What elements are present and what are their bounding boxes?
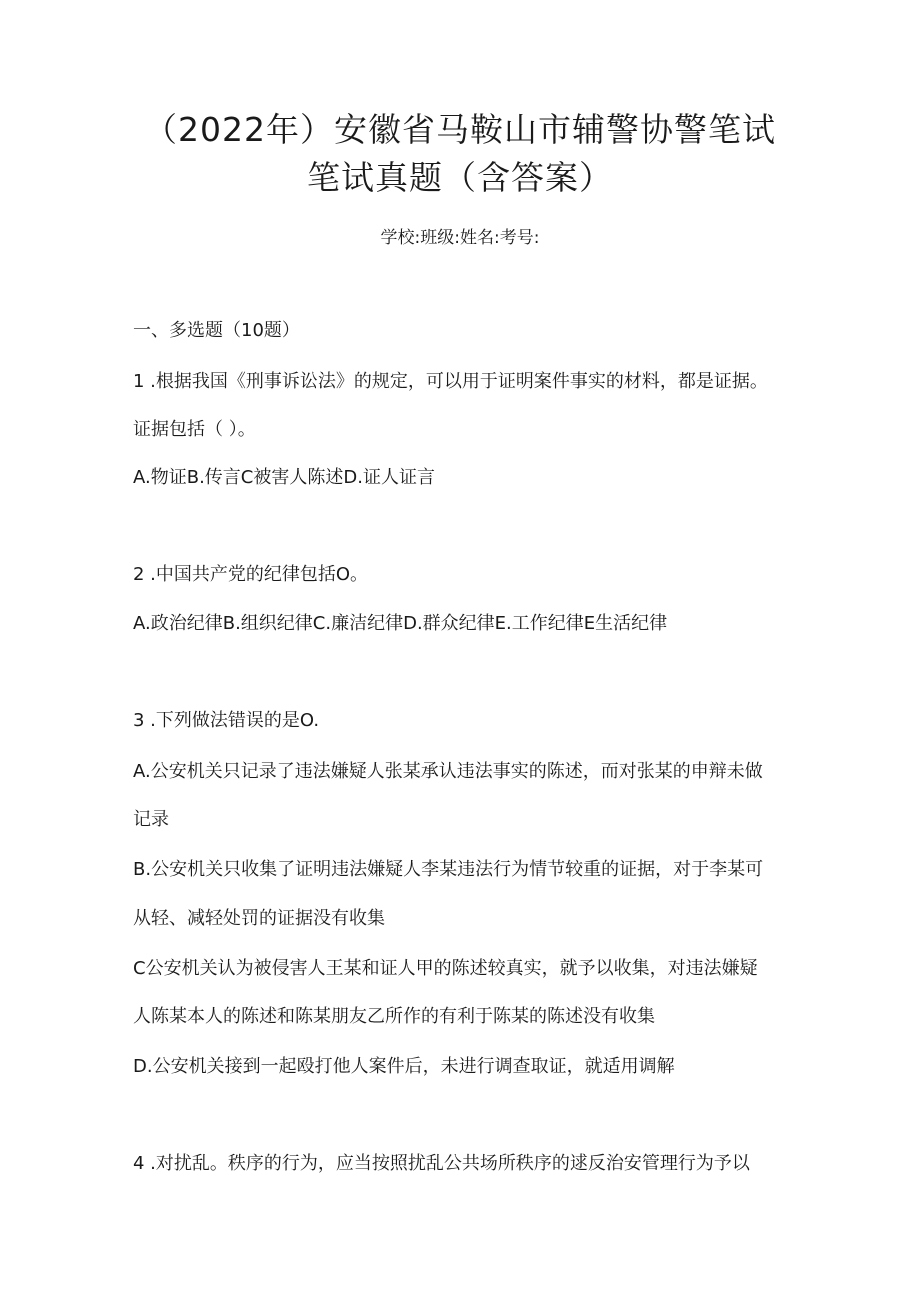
question-3-option-line-4: 从轻、减轻处罚的证据没有收集: [133, 908, 385, 929]
question-3-option-line-5: C公安机关认为被侵害人王某和证人甲的陈述较真实，就予以收集，对违法嫌疑: [133, 958, 758, 979]
document-title-line-1: （2022年）安徽省马鞍山市辅警协警笔试: [144, 110, 776, 149]
question-2-options: A.政治纪律B.组织纪律C.廉洁纪律D.群众纪律E.工作纪律E生活纪律: [133, 613, 668, 634]
question-1-options: A.物证B.传言C被害人陈述D.证人证言: [133, 467, 435, 488]
question-3-option-line-1: A.公安机关只记录了违法嫌疑人张某承认违法事实的陈述，而对张某的申辩未做: [133, 761, 763, 782]
question-3-text: 3 .下列做法错误的是O.: [133, 710, 320, 731]
section-heading: 一、多选题（10题）: [133, 320, 300, 341]
question-3-option-line-2: 记录: [133, 809, 169, 830]
question-1-text-line-2: 证据包括（ ）。: [133, 419, 256, 440]
question-3-option-line-3: B.公安机关只收集了证明违法嫌疑人李某违法行为情节较重的证据，对于李某可: [133, 859, 764, 880]
question-3-option-line-6: 人陈某本人的陈述和陈某朋友乙所作的有利于陈某的陈述没有收集: [133, 1006, 655, 1027]
question-2-text: 2 .中国共产党的纪律包括O。: [133, 564, 369, 585]
student-info-line: 学校:班级:姓名:考号:: [380, 228, 540, 248]
document-title-line-2: 笔试真题（含答案）: [307, 158, 613, 197]
question-3-option-line-7: D.公安机关接到一起殴打他人案件后，未进行调查取证，就适用调解: [133, 1056, 675, 1077]
question-4-text: 4 .对扰乱。秩序的行为，应当按照扰乱公共场所秩序的逑反治安管理行为予以: [133, 1153, 750, 1174]
question-1-text-line-1: 1 .根据我国《刑事诉讼法》的规定，可以用于证明案件事实的材料，都是证据。: [133, 371, 768, 392]
